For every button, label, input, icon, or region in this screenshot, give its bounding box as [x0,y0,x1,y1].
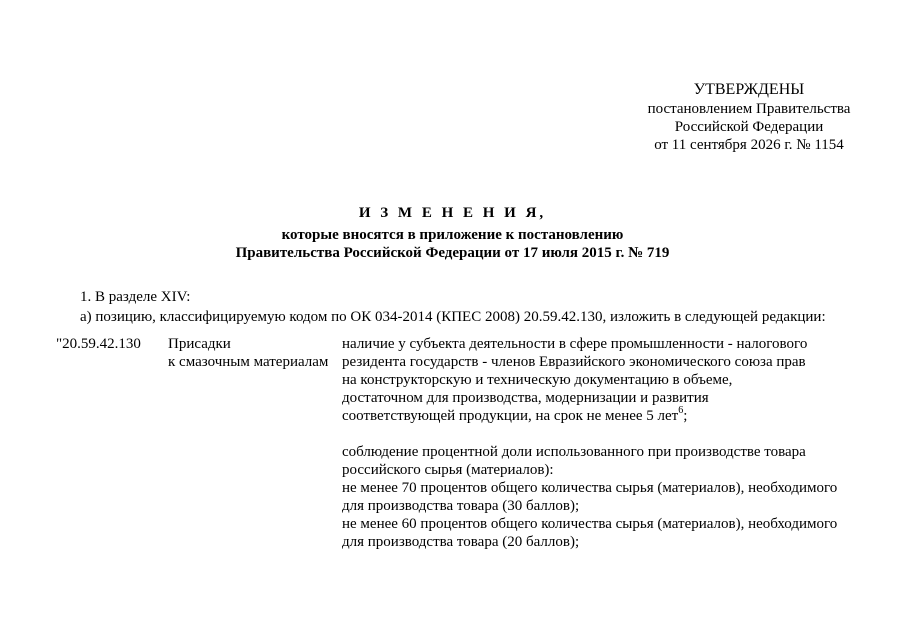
approval-line: постановлением Правительства [647,101,851,117]
requirement-line: не менее 60 процентов общего количества сырья (материалов), необходимого [342,516,838,532]
requirement-text: соответствующей продукции, на срок не менее 5 лет [342,408,679,424]
requirement-end: ; [683,408,688,424]
section-item-1: 1. В разделе XIV: [80,289,191,305]
entry-name-line: Присадки [168,336,231,352]
requirement-line: российского сырья (материалов): [342,462,554,478]
title-subtitle: Правительства Российской Федерации от 17 июля 2015 г. № 719 [235,245,670,261]
paragraph-gap [342,425,862,443]
approval-line: Российской Федерации [674,119,824,135]
title-subtitle: которые вносятся в приложение к постановлению [281,227,624,243]
requirement-line: для производства товара (20 баллов); [342,534,580,550]
requirement-line: достаточном для производства, модернизации и развития [342,390,709,406]
requirement-line: соблюдение процентной доли использованного при производстве товара [342,444,806,460]
requirement-line: наличие у субъекта деятельности в сфере промышленности - налогового [342,336,808,352]
entry-code: "20.59.42.130 [56,336,141,352]
footnote-mark: 6 [678,405,684,416]
title-main: И З М Е Н Е Н И Я, [358,205,547,221]
approval-line: от 11 сентября 2026 г. № 1154 [654,137,844,153]
entry-name [168,335,328,371]
document-title [0,204,905,262]
entry-requirements [342,335,862,551]
section-item-a: а) позицию, классифицируемую кодом по ОК 034-2014 (КПЕС 2008) 20.59.42.130, изложить в следующей редакции: [80,309,826,325]
requirement-line: резидента государств - членов Евразийского экономического союза прав [342,354,806,370]
requirement-line: для производства товара (30 баллов); [342,498,580,514]
approval-stamp [639,80,859,154]
entry-name-line: к смазочным материалам [168,354,329,370]
approval-heading: УТВЕРЖДЕНЫ [693,81,805,98]
requirement-line: не менее 70 процентов общего количества сырья (материалов), необходимого [342,480,838,496]
requirement-line-last [342,407,862,425]
requirement-line: на конструкторскую и техническую документацию в объеме, [342,372,733,388]
